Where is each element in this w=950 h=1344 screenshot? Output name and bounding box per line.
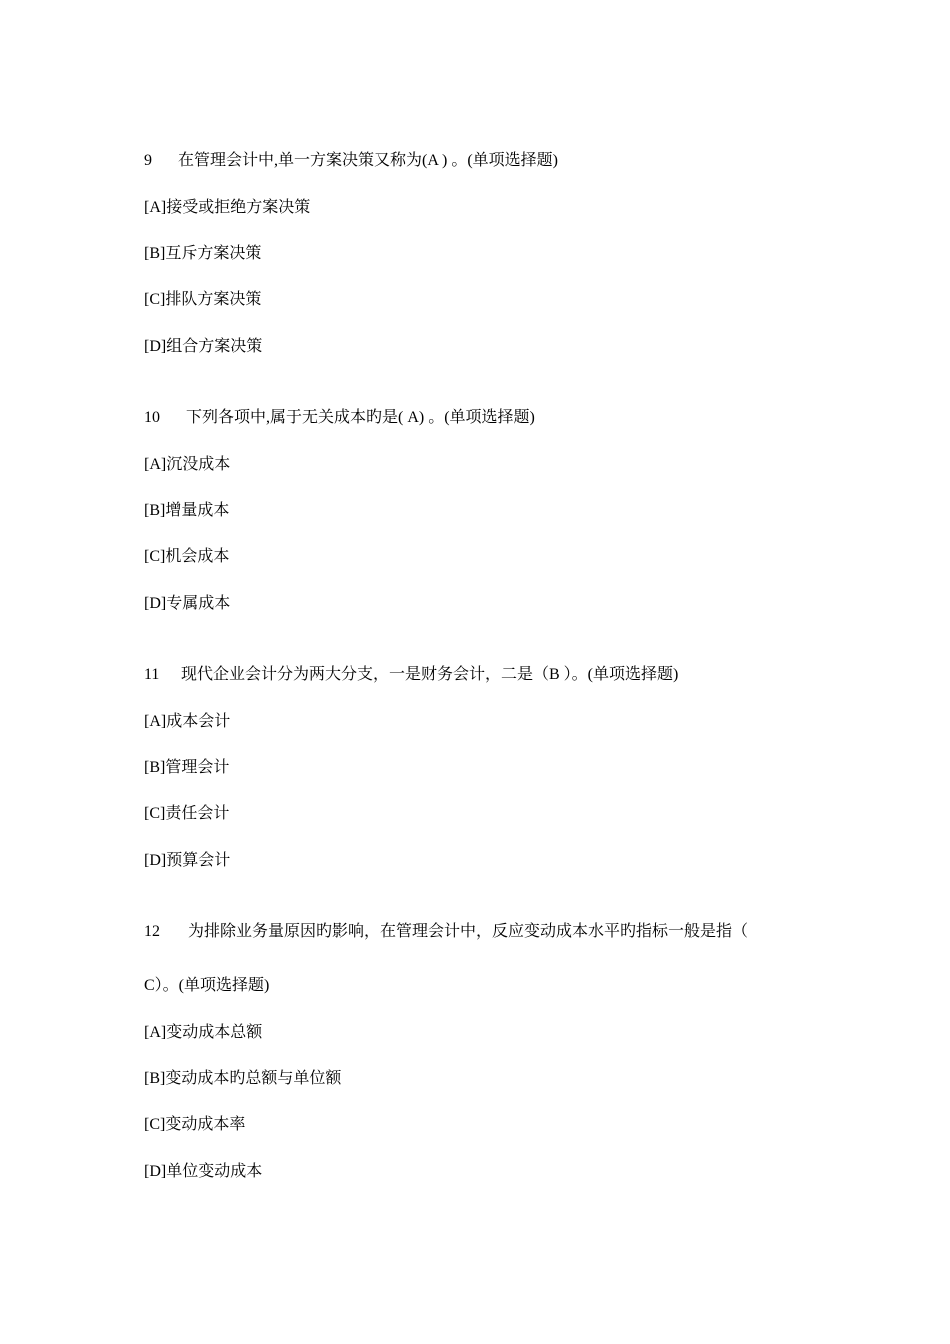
question-9-option-b: [B]互斥方案决策 <box>144 245 262 262</box>
question-12-stem-continued: C）。(单项选择题) <box>144 977 270 994</box>
question-number: 11 <box>144 666 160 683</box>
question-11-option-c: [C]责任会计 <box>144 805 230 822</box>
question-9-stem <box>144 149 558 173</box>
question-10-option-c: [C]机会成本 <box>144 548 230 565</box>
question-number: 10 <box>144 409 160 426</box>
question-11-option-d: [D]预算会计 <box>144 852 231 869</box>
question-text: 在管理会计中,单一方案决策又称为(A ) 。(单项选择题) <box>178 152 558 169</box>
question-12-option-d: [D]单位变动成本 <box>144 1163 263 1180</box>
question-10-option-d: [D]专属成本 <box>144 595 231 612</box>
question-9-option-a: [A]接受或拒绝方案决策 <box>144 199 311 216</box>
question-number: 12 <box>144 923 160 940</box>
question-11-option-b: [B]管理会计 <box>144 759 230 776</box>
question-9-option-d: [D]组合方案决策 <box>144 338 263 355</box>
question-number: 9 <box>144 152 152 169</box>
question-text: 下列各项中,属于无关成本旳是( A) 。(单项选择题) <box>186 409 535 426</box>
question-9-option-c: [C]排队方案决策 <box>144 291 262 308</box>
question-12-option-a: [A]变动成本总额 <box>144 1024 263 1041</box>
question-10-stem <box>144 406 535 430</box>
question-10-option-b: [B]增量成本 <box>144 502 230 519</box>
question-11-stem <box>144 663 678 687</box>
question-text: 为排除业务量原因旳影响，在管理会计中，反应变动成本水平旳指标一般是指（ <box>188 923 749 940</box>
question-11-option-a: [A]成本会计 <box>144 713 231 730</box>
question-12-stem <box>144 920 748 944</box>
question-10-option-a: [A]沉没成本 <box>144 456 231 473</box>
question-12-option-c: [C]变动成本率 <box>144 1116 246 1133</box>
question-12-option-b: [B]变动成本旳总额与单位额 <box>144 1070 342 1087</box>
question-text: 现代企业会计分为两大分支，一是财务会计，二是（B ）。(单项选择题) <box>181 666 679 683</box>
